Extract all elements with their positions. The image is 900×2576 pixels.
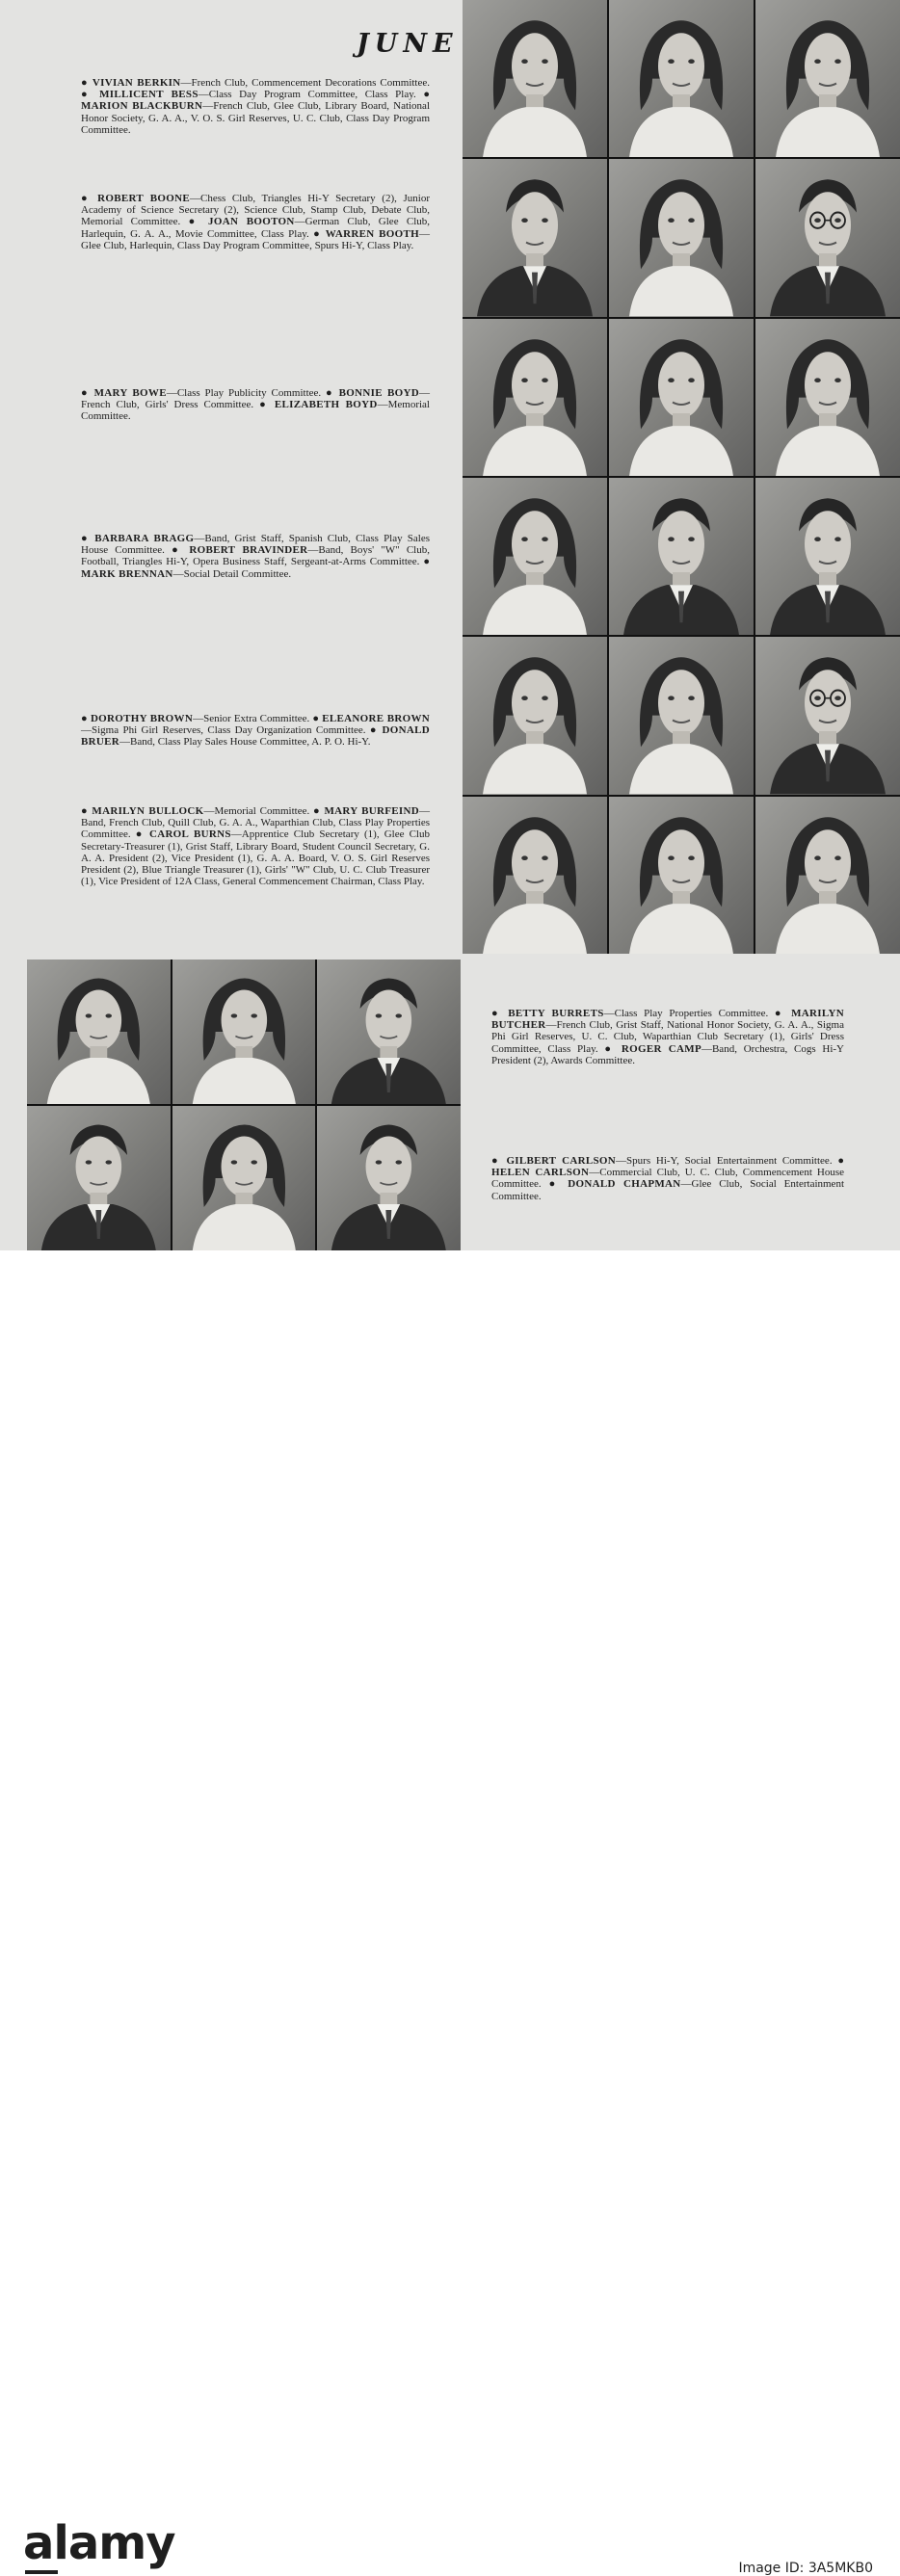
bullet-icon: ● — [548, 1178, 569, 1191]
student-name: MARION BLACKBURN — [81, 100, 203, 113]
yearbook-page — [0, 0, 900, 1250]
student-portrait — [463, 478, 607, 635]
student-name: ROBERT BRAVINDER — [189, 544, 308, 557]
student-activities: —Class Play Properties Committee. — [603, 1008, 775, 1019]
student-entry — [491, 1008, 775, 1019]
student-activities: —French Club, Grist Staff, National Honor Society, G. A. A., Sigma Phi Girl Reserves, U. C. Club, Waparthian Club Secretary (1), Girls' Dress Committee, Class Play. — [491, 1019, 844, 1055]
student-entry — [81, 805, 313, 817]
student-activities: —Commercial Club, U. C. Club, Commencement House Committee. — [491, 1167, 845, 1191]
student-portrait — [463, 319, 607, 476]
student-entry — [81, 713, 312, 724]
student-portrait — [609, 159, 754, 316]
page-heading: JUNE — [357, 29, 459, 59]
student-name: BETTY BURRETS — [508, 1008, 604, 1019]
student-portrait — [755, 478, 900, 635]
portrait-grid-left — [27, 959, 461, 1250]
student-activities: —Band, Boys' "W" Club, Football, Triangles Hi-Y, Opera Business Staff, Sergeant-at-Arms Committee. — [81, 544, 430, 568]
student-activities: —Memorial Committee. — [81, 399, 430, 423]
text-block — [81, 193, 430, 251]
student-name: MARY BURFEIND — [324, 805, 419, 817]
bullet-icon: ● — [313, 227, 326, 240]
student-portrait — [317, 1106, 461, 1250]
student-activities: —Band, French Club, Quill Club, G. A. A., Waparthian Club, Class Play Properties Committee. — [81, 805, 430, 841]
student-activities: —French Club, Commencement Decorations Committee. — [180, 77, 430, 89]
bullet-icon: ● — [135, 828, 149, 841]
student-portrait — [463, 0, 607, 157]
student-name: ELEANORE BROWN — [322, 713, 430, 724]
student-activities: —Senior Extra Committee. — [193, 713, 313, 724]
student-name: DOROTHY BROWN — [90, 713, 194, 724]
student-name: BONNIE BOYD — [338, 387, 419, 399]
student-activities: —Glee Club, Harlequin, Class Day Program Committee, Spurs Hi-Y, Class Play. — [81, 227, 430, 251]
bullet-icon: ● — [81, 387, 94, 399]
student-portrait — [609, 637, 754, 794]
text-block — [81, 77, 430, 136]
student-activities: —Social Detail Committee. — [172, 567, 292, 580]
bullet-icon: ● — [81, 89, 100, 101]
student-name: BARBARA BRAGG — [94, 533, 195, 544]
student-activities: —Chess Club, Triangles Hi-Y Secretary (2), Junior Academy of Science Secretary (2), Science Club, Stamp Club, Debate Club, Memorial Committee. — [81, 193, 431, 228]
bullet-icon: ● — [491, 1155, 507, 1167]
student-portrait — [609, 319, 754, 476]
student-name: MARK BRENNAN — [81, 567, 173, 580]
student-portrait — [27, 1106, 171, 1250]
student-activities: —Band, Orchestra, Cogs Hi-Y President (2), Awards Committee. — [491, 1042, 844, 1066]
text-block — [81, 805, 430, 887]
student-name: MARILYN BULLOCK — [92, 805, 204, 817]
bullet-icon: ● — [774, 1008, 792, 1019]
student-portrait — [463, 159, 607, 316]
student-portrait — [172, 959, 316, 1104]
alamy-logo: alamy — [23, 2516, 175, 2570]
student-name: WARREN BOOTH — [325, 227, 419, 240]
bullet-icon: ● — [369, 724, 383, 737]
bullet-icon: ● — [604, 1042, 622, 1055]
bullet-icon: ● — [81, 533, 95, 544]
student-name: HELEN CARLSON — [491, 1167, 590, 1179]
student-activities: —French Club, Glee Club, Library Board, National Honor Society, G. A. A., V. O. S. Girl Reserves, U. C. Club, Class Day Program Committee. — [81, 100, 430, 136]
student-activities: —German Club, Glee Club, Harlequin, G. A. A., Movie Committee, Class Play. — [81, 216, 430, 240]
bullet-icon: ● — [312, 713, 323, 724]
student-name: DONALD CHAPMAN — [568, 1178, 681, 1191]
student-name: CAROL BURNS — [148, 828, 231, 841]
bullet-icon: ● — [837, 1155, 844, 1167]
text-block — [81, 387, 430, 423]
student-name: MILLICENT BESS — [99, 89, 199, 101]
student-portrait — [755, 797, 900, 954]
student-name: MARILYN BUTCHER — [491, 1008, 844, 1032]
student-name: GILBERT CARLSON — [506, 1155, 617, 1167]
student-activities: —Memorial Committee. — [203, 805, 314, 817]
student-name: JOAN BOOTON — [208, 216, 295, 228]
bullet-icon: ● — [172, 544, 190, 557]
bullet-icon: ● — [313, 805, 325, 817]
student-entry — [81, 89, 423, 100]
student-name: VIVIAN BERKIN — [92, 77, 181, 89]
student-portrait — [755, 637, 900, 794]
student-entry — [491, 1155, 837, 1167]
bullet-icon: ● — [423, 89, 430, 101]
student-portrait — [609, 478, 754, 635]
student-portrait — [609, 797, 754, 954]
student-name: ELIZABETH BOYD — [274, 399, 378, 411]
student-activities: —Apprentice Club Secretary (1), Glee Club Secretary-Treasurer (1), Grist Staff, Library Board, Student Council Secretary, G. A. A. President (2), Vice President (1), G. A. A. Board, V. O. S. Girl Reserves President (2), Blue Triangle Treasurer (1), Girls' "W" Club, U. C. Club Treasurer (1), Vice President of 12A Class, General Commencement Chairman, Class Play. — [81, 828, 430, 888]
student-portrait — [27, 959, 171, 1104]
student-activities: —Class Play Publicity Committee. — [166, 387, 327, 399]
student-portrait — [463, 797, 607, 954]
student-entry — [81, 387, 326, 399]
student-activities: —Sigma Phi Girl Reserves, Class Day Organization Committee. — [81, 724, 370, 737]
portrait-grid-right — [463, 0, 900, 954]
bullet-icon: ● — [81, 193, 98, 204]
student-entry — [81, 77, 430, 89]
image-id: Image ID: 3A5MKB0 — [738, 2561, 873, 2576]
student-portrait — [317, 959, 461, 1104]
bullet-icon: ● — [491, 1008, 509, 1019]
bullet-icon: ● — [81, 713, 91, 724]
student-portrait — [172, 1106, 316, 1250]
student-name: MARY BOWE — [93, 387, 167, 399]
bullet-icon: ● — [81, 77, 93, 89]
student-activities: —French Club, Girls' Dress Committee. — [81, 387, 430, 411]
student-name: ROGER CAMP — [621, 1042, 701, 1055]
student-portrait — [755, 0, 900, 157]
text-block — [81, 533, 430, 580]
logo-underline — [25, 2570, 58, 2574]
student-portrait — [609, 0, 754, 157]
student-activities: —Spurs Hi-Y, Social Entertainment Committee. — [616, 1155, 838, 1167]
bullet-icon: ● — [188, 216, 209, 228]
student-activities: —Band, Class Play Sales House Committee, A. P. O. Hi-Y. — [119, 736, 371, 749]
student-portrait — [755, 319, 900, 476]
bullet-icon: ● — [423, 556, 430, 568]
student-portrait — [463, 637, 607, 794]
text-block — [81, 713, 430, 749]
student-activities: —Glee Club, Social Entertainment Committee. — [491, 1178, 844, 1202]
student-activities: —Band, Grist Staff, Spanish Club, Class Play Sales House Committee. — [81, 533, 430, 557]
student-activities: —Class Day Program Committee, Class Play. — [198, 89, 424, 101]
stock-credit-bar — [0, 1250, 900, 2576]
student-name: DONALD BRUER — [81, 724, 430, 749]
bullet-icon: ● — [259, 399, 275, 411]
bullet-icon: ● — [81, 805, 93, 817]
text-block — [491, 1008, 844, 1066]
student-portrait — [755, 159, 900, 316]
text-block — [491, 1155, 844, 1202]
student-name: ROBERT BOONE — [97, 193, 191, 204]
bullet-icon: ● — [326, 387, 339, 399]
